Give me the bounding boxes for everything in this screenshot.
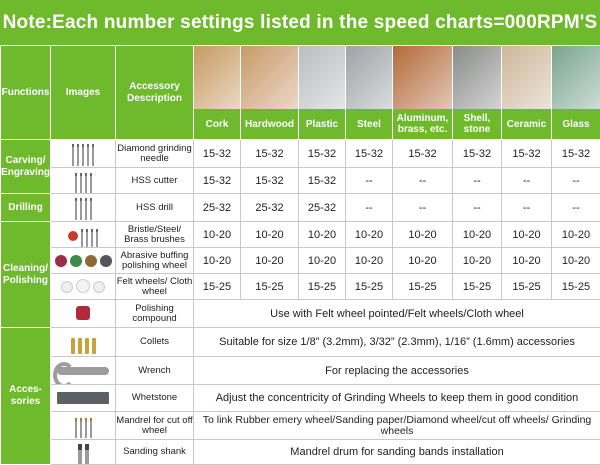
mandrel-image — [51, 412, 116, 440]
wrench-image — [51, 357, 116, 385]
material-shell — [453, 46, 502, 140]
row-desc: Sanding shank — [116, 440, 194, 465]
speed-chart — [0, 45, 600, 465]
cell: 10-20 — [552, 222, 600, 248]
row-note: Adjust the concentricity of Grinding Wheels to keep them in good condition — [194, 385, 600, 412]
cell: 15-25 — [453, 274, 502, 300]
steel-photo — [346, 46, 392, 109]
row-desc: Diamond grinding needle — [116, 140, 194, 168]
cell: -- — [346, 168, 393, 194]
material-label: Ceramic — [502, 109, 551, 139]
material-aluminum — [393, 46, 453, 140]
wrench-icon — [57, 367, 109, 375]
cell: 15-25 — [241, 274, 299, 300]
row-desc: Whetstone — [116, 385, 194, 412]
ceramic-photo — [502, 46, 551, 109]
row-desc: Bristle/Steel/ Brass brushes — [116, 222, 194, 248]
table-row — [1, 440, 600, 465]
cell: 15-32 — [346, 140, 393, 168]
cell: -- — [502, 168, 552, 194]
felt-wheel-image — [51, 274, 116, 300]
row-desc: Polishing compound — [116, 300, 194, 328]
table-row — [1, 357, 600, 385]
cell: 10-20 — [393, 248, 453, 274]
cell: 10-20 — [299, 248, 346, 274]
row-desc: HSS drill — [116, 194, 194, 222]
row-note: Use with Felt wheel pointed/Felt wheels/Cloth wheel — [194, 300, 600, 328]
page-title: Note:Each number settings listed in the speed charts=000RPM'S — [0, 0, 600, 45]
cell: 10-20 — [241, 248, 299, 274]
cell: 10-20 — [453, 222, 502, 248]
material-plastic — [299, 46, 346, 140]
images-header: Images — [51, 46, 116, 140]
cell: 10-20 — [346, 248, 393, 274]
row-desc: Abrasive buffing polishing wheel — [116, 248, 194, 274]
buffing-wheel-image — [51, 248, 116, 274]
material-label: Hardwood — [241, 109, 298, 139]
cell: 10-20 — [346, 222, 393, 248]
functions-header: Functions — [1, 46, 51, 140]
cell: 15-32 — [194, 168, 241, 194]
table-row — [1, 328, 600, 357]
material-label: Shell, stone — [453, 109, 501, 139]
cell: -- — [502, 194, 552, 222]
cell: 15-25 — [393, 274, 453, 300]
table-row — [1, 412, 600, 440]
material-hardwood — [241, 46, 299, 140]
row-desc: Felt wheels/ Cloth wheel — [116, 274, 194, 300]
group-accessories: Acces- sories — [1, 328, 51, 465]
cell: 15-25 — [194, 274, 241, 300]
cell: 15-32 — [502, 140, 552, 168]
cell: 10-20 — [194, 248, 241, 274]
table-row — [1, 274, 600, 300]
collets-image — [51, 328, 116, 357]
description-header: Accessory Description — [116, 46, 194, 140]
table-row — [1, 300, 600, 328]
cell: 15-32 — [299, 168, 346, 194]
table-row — [1, 248, 600, 274]
needle-image — [51, 140, 116, 168]
table-row — [1, 194, 600, 222]
cell: 15-32 — [299, 140, 346, 168]
shell-photo — [453, 46, 501, 109]
material-glass — [552, 46, 600, 140]
cell: 25-32 — [241, 194, 299, 222]
cell: 15-32 — [241, 140, 299, 168]
drill-image — [51, 194, 116, 222]
group-carving: Carving/ Engraving — [1, 140, 51, 194]
row-desc: Collets — [116, 328, 194, 357]
table-row — [1, 140, 600, 168]
cell: 15-32 — [453, 140, 502, 168]
cell: 15-32 — [241, 168, 299, 194]
cell: -- — [453, 194, 502, 222]
material-label: Cork — [194, 109, 240, 139]
table-row — [1, 168, 600, 194]
brush-image — [51, 222, 116, 248]
material-ceramic — [502, 46, 552, 140]
row-note: Mandrel drum for sanding bands installation — [194, 440, 600, 465]
cell: 10-20 — [194, 222, 241, 248]
cell: 10-20 — [502, 248, 552, 274]
cell: 25-32 — [194, 194, 241, 222]
table-row — [1, 385, 600, 412]
cell: 15-32 — [393, 140, 453, 168]
cell: 10-20 — [502, 222, 552, 248]
group-cleaning: Cleaning/ Polishing — [1, 222, 51, 328]
compound-image — [51, 300, 116, 328]
row-desc: HSS cutter — [116, 168, 194, 194]
cell: 15-25 — [552, 274, 600, 300]
cell: 25-32 — [299, 194, 346, 222]
cell: 15-25 — [502, 274, 552, 300]
cell: 15-25 — [299, 274, 346, 300]
cell: -- — [552, 194, 600, 222]
row-desc: Wrench — [116, 357, 194, 385]
cutter-image — [51, 168, 116, 194]
cork-photo — [194, 46, 240, 109]
material-label: Glass — [552, 109, 600, 139]
cell: 10-20 — [393, 222, 453, 248]
row-desc: Mandrel for cut off wheel — [116, 412, 194, 440]
row-note: Suitable for size 1/8” (3.2mm), 3/32” (2.3mm), 1/16” (1.6mm) accessories — [194, 328, 600, 357]
row-note: For replacing the accessories — [194, 357, 600, 385]
aluminum-photo — [393, 46, 452, 109]
cell: 15-25 — [346, 274, 393, 300]
cell: 10-20 — [299, 222, 346, 248]
material-label: Plastic — [299, 109, 345, 139]
cell: -- — [346, 194, 393, 222]
whetstone-image — [51, 385, 116, 412]
sanding-shank-image — [51, 440, 116, 465]
table-row — [1, 222, 600, 248]
cell: 15-32 — [552, 140, 600, 168]
glass-photo — [552, 46, 600, 109]
row-note: To link Rubber emery wheel/Sanding paper/Diamond wheel/cut off wheels/ Grinding wheels — [194, 412, 600, 440]
material-cork — [194, 46, 241, 140]
cell: -- — [552, 168, 600, 194]
cell: 15-32 — [194, 140, 241, 168]
material-label: Steel — [346, 109, 392, 139]
plastic-photo — [299, 46, 345, 109]
cell: -- — [393, 194, 453, 222]
cell: 10-20 — [453, 248, 502, 274]
cell: 10-20 — [552, 248, 600, 274]
cell: 10-20 — [241, 222, 299, 248]
hardwood-photo — [241, 46, 298, 109]
cell: -- — [393, 168, 453, 194]
material-label: Aluminum, brass, etc. — [393, 109, 452, 139]
material-steel — [346, 46, 393, 140]
cell: -- — [453, 168, 502, 194]
group-drilling: Drilling — [1, 194, 51, 222]
